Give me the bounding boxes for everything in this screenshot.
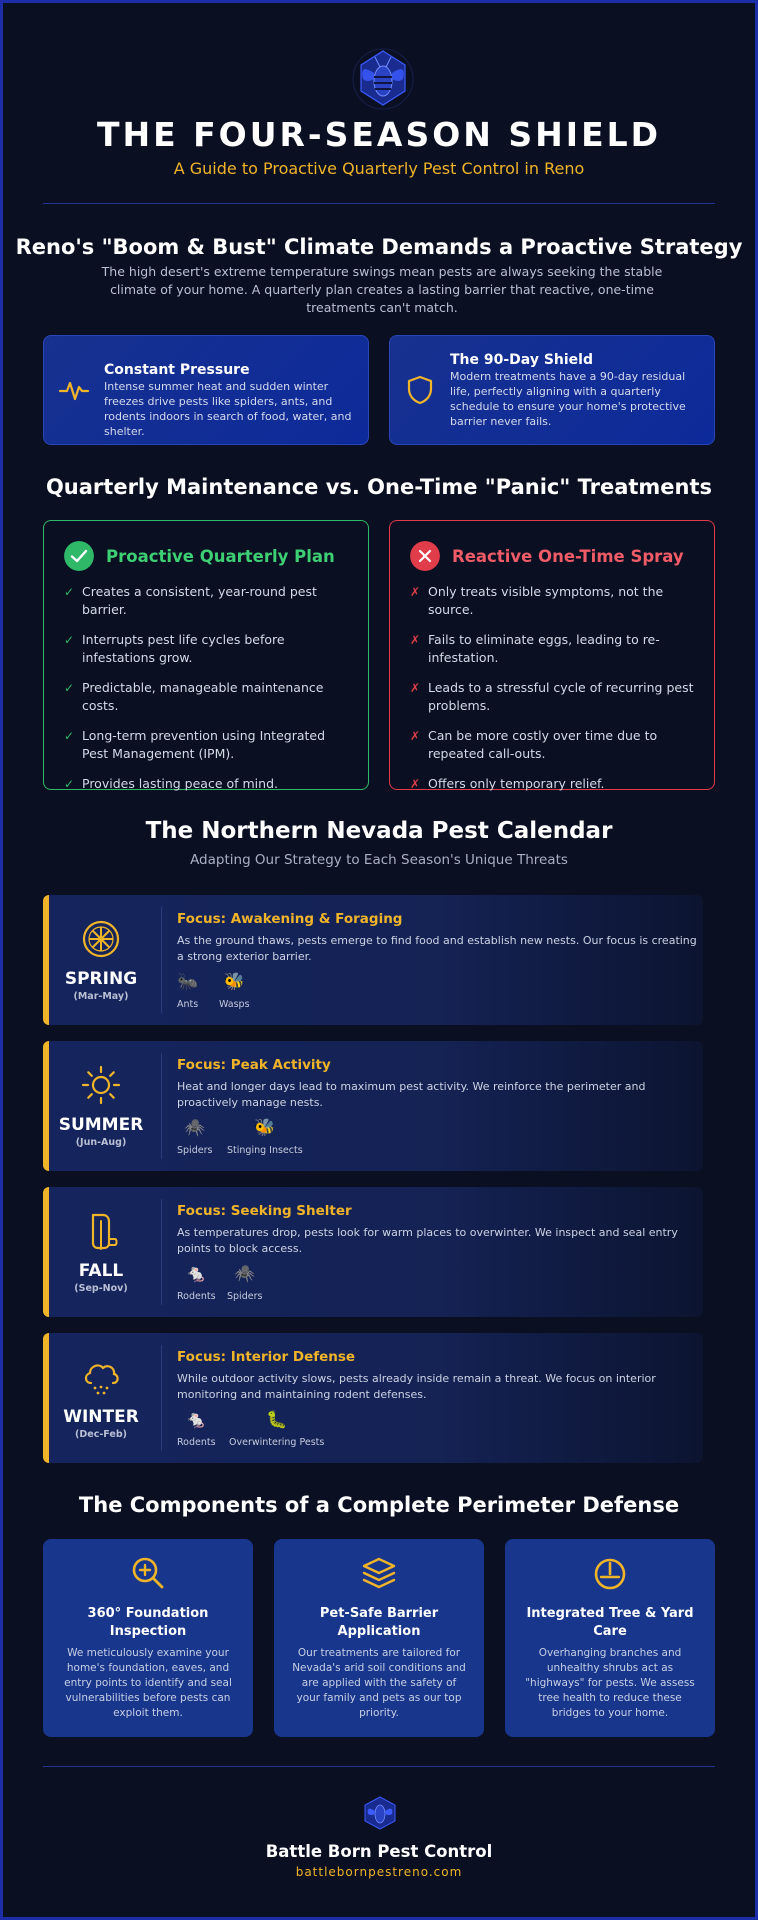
season-name: SPRING [64,969,138,989]
reactive-spray-list [410,583,700,793]
x-mark-icon: ✗ [410,681,421,695]
divider [161,1199,162,1305]
season-card-spring [43,895,703,1025]
x-mark-icon: ✗ [410,585,421,599]
mouse-icon: 🐁 [185,1410,207,1430]
list-item-text: Creates a consistent, year-round pest barrier. [82,584,317,617]
citrus-slice-icon [79,917,123,961]
component-title: Pet-Safe Barrier Application [319,1606,439,1639]
spider-icon: 🕷️ [234,1264,256,1284]
season-focus: Focus: Awakening & Foraging [177,911,403,927]
check-mark-icon: ✓ [64,777,75,791]
season-focus: Focus: Peak Activity [177,1057,331,1073]
pest-stinging-insects [227,1117,303,1156]
season-range: (Mar-May) [73,991,129,1002]
list-item [64,679,354,715]
season-description: Heat and longer days lead to maximum pest activity. We reinforce the perimeter and proactively manage nests. [177,1080,646,1109]
info-card-constant-pressure [43,335,369,445]
ant-icon: 🐜 [177,972,199,992]
snow-cloud-icon [79,1355,123,1399]
bee-logo-icon [361,1795,399,1831]
pest-ants [177,971,198,1010]
reactive-spray-card [389,520,715,790]
divider [161,1345,162,1451]
power-icon [592,1555,628,1591]
component-card-barrier [274,1539,484,1737]
pest-label: Overwintering Pests [229,1437,325,1448]
pest-label: Spiders [177,1145,213,1156]
x-circle-icon [410,541,440,571]
zoom-in-icon [130,1555,166,1591]
season-focus: Focus: Seeking Shelter [177,1203,352,1219]
pest-label: Spiders [227,1291,263,1302]
season-range: (Sep-Nov) [74,1283,128,1294]
info-card-title: Constant Pressure [104,362,250,378]
list-item-text: Predictable, manageable maintenance costs. [82,680,324,713]
season-card-winter [43,1333,703,1463]
season-card-fall [43,1187,703,1317]
list-item [410,583,700,619]
list-item [64,583,354,619]
component-text: We meticulously examine your home's foundation, eaves, and entry points to identify and seal vulnerabilities before pests can exploit them. [64,1647,232,1719]
shield-icon [404,374,436,406]
info-card-title: The 90-Day Shield [450,352,593,368]
sun-icon [79,1063,123,1107]
list-item [410,679,700,715]
divider [43,1766,715,1767]
season-description: While outdoor activity slows, pests already inside remain a threat. We focus on interior monitoring and maintaining rodent defenses. [177,1372,656,1401]
divider [161,1053,162,1159]
season-card-summer [43,1041,703,1171]
pest-label: Stinging Insects [227,1145,303,1156]
season-name: SUMMER [58,1115,144,1135]
list-item-text: Can be more costly over time due to repeated call-outs. [428,728,658,761]
company-name: Battle Born Pest Control [265,1842,493,1861]
season-name: WINTER [63,1407,139,1427]
list-item [64,727,354,763]
list-item-text: Interrupts pest life cycles before infestations grow. [82,632,285,665]
list-item-text: Only treats visible symptoms, not the source. [428,584,664,617]
check-mark-icon: ✓ [64,633,75,647]
components-heading: The Components of a Complete Perimeter Defense [78,1493,680,1517]
bee-logo-icon [347,45,419,113]
season-description: As temperatures drop, pests look for warm places to overwinter. We inspect and seal entry points to block access. [177,1226,678,1255]
list-item [410,775,700,793]
comparison-heading: Quarterly Maintenance vs. One-Time "Panic" Treatments [45,475,713,499]
proactive-plan-card [43,520,369,790]
season-description: As the ground thaws, pests emerge to find food and establish new nests. Our focus is creating a strong exterior barrier. [177,934,697,963]
season-range: (Jun-Aug) [75,1137,127,1148]
season-range: (Dec-Feb) [75,1429,127,1440]
info-card-90-day-shield [389,335,715,445]
pest-label: Wasps [219,999,250,1010]
calendar-subtitle: Adapting Our Strategy to Each Season's Unique Threats [190,852,568,868]
company-website-link[interactable]: battlebornpestreno.com [295,1865,463,1879]
divider [161,907,162,1013]
pest-overwintering [229,1409,324,1448]
component-card-tree-care [505,1539,715,1737]
x-mark-icon: ✗ [410,633,421,647]
list-item-text: Fails to eliminate eggs, leading to re-infestation. [428,632,660,665]
calendar-heading: The Northern Nevada Pest Calendar [145,818,613,844]
pest-rodents [177,1409,216,1448]
list-item [64,775,354,793]
component-card-inspection [43,1539,253,1737]
info-card-text: Intense summer heat and sudden winter freezes drive pests like spiders, ants, and rodents indoors in search of food, water, and shelter. [104,380,352,438]
component-text: Our treatments are tailored for Nevada's arid soil conditions and are applied with the safety of your family and pets as our top priority. [292,1647,466,1719]
check-circle-icon [64,541,94,571]
component-title: Integrated Tree & Yard Care [526,1606,694,1639]
list-item-text: Provides lasting peace of mind. [82,776,278,791]
pest-rodents [177,1263,216,1302]
climate-heading: Reno's "Boom & Bust" Climate Demands a Proactive Strategy [15,235,743,259]
page-subtitle: A Guide to Proactive Quarterly Pest Control in Reno [173,159,585,178]
pest-label: Rodents [177,1437,216,1448]
check-mark-icon: ✓ [64,585,75,599]
component-text: Overhanging branches and unhealthy shrubs act as "highways" for pests. We assess tree health to reduce these bridges to your home. [525,1647,695,1719]
component-title: 360° Foundation Inspection [87,1606,209,1639]
pest-label: Ants [177,999,199,1010]
list-item-text: Leads to a stressful cycle of recurring pest problems. [428,680,694,713]
spider-icon: 🕷️ [184,1118,206,1138]
x-mark-icon: ✗ [410,777,421,791]
list-item [64,631,354,667]
pest-spiders [177,1117,212,1156]
pest-wasps [219,971,250,1010]
caterpillar-icon: 🐛 [266,1410,288,1430]
reactive-spray-title: Reactive One-Time Spray [452,547,684,566]
check-mark-icon: ✓ [64,729,75,743]
leaf-icon [79,1209,123,1253]
list-item [410,631,700,667]
mouse-icon: 🐁 [185,1264,207,1284]
pest-spiders [227,1263,262,1302]
activity-pulse-icon [58,374,90,406]
divider [43,203,715,204]
x-mark-icon: ✗ [410,729,421,743]
page-title: THE FOUR-SEASON SHIELD [96,115,662,154]
climate-text: The high desert's extreme temperature swings mean pests are always seeking the stable climate of your home. A quarterly plan creates a lasting barrier that reactive, one-time treatments can't match. [101,264,663,315]
info-card-text: Modern treatments have a 90-day residual life, perfectly aligning with a quarterly schedule to ensure your home's protective barrier never fails. [450,370,686,428]
list-item [410,727,700,763]
pest-label: Rodents [177,1291,216,1302]
season-name: FALL [78,1261,124,1281]
check-mark-icon: ✓ [64,681,75,695]
season-focus: Focus: Interior Defense [177,1349,356,1365]
layers-icon [361,1555,397,1591]
bee-icon: 🐝 [254,1118,276,1138]
bee-icon: 🐝 [223,972,245,992]
list-item-text: Long-term prevention using Integrated Pest Management (IPM). [82,728,326,761]
proactive-plan-title: Proactive Quarterly Plan [106,547,335,566]
proactive-plan-list [64,583,354,793]
list-item-text: Offers only temporary relief. [428,776,605,791]
